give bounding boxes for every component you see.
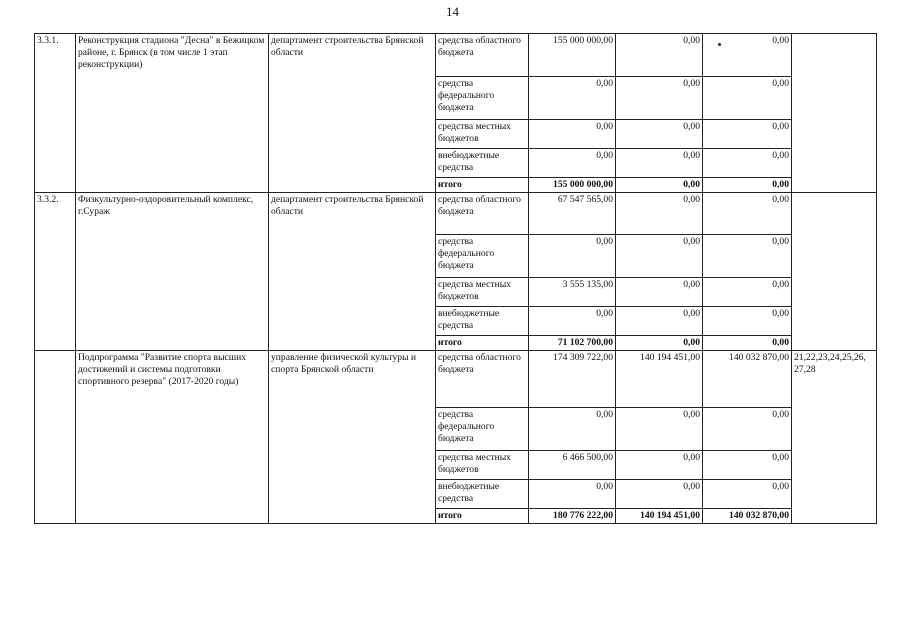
amount-year-1: 6 466 500,00: [529, 451, 616, 480]
measure-code: 3.3.1.: [35, 34, 76, 193]
indicator-refs: 21,22,23,24,25,26, 27,28: [792, 351, 877, 524]
funding-source: внебюджетные средства: [436, 307, 529, 336]
funding-source: средства местных бюджетов: [436, 120, 529, 149]
amount-year-1: 0,00: [529, 408, 616, 451]
funding-source: средства местных бюджетов: [436, 451, 529, 480]
amount-year-2: 0,00: [616, 34, 703, 77]
amount-year-1: 174 309 722,00: [529, 351, 616, 408]
amount-year-3: 0,00: [703, 149, 792, 178]
funding-source: средства местных бюджетов: [436, 278, 529, 307]
page-number: 14: [446, 4, 459, 19]
measure-name: Реконструкция стадиона "Десна" в Бежицком районе, г. Брянск (в том числе 1 этап реконструкции): [76, 34, 269, 193]
amount-year-3: 0,00: [703, 77, 792, 120]
total-year-2: 140 194 451,00: [616, 509, 703, 524]
funding-source: средства областного бюджета: [436, 193, 529, 235]
total-year-3: 140 032 870,00: [703, 509, 792, 524]
amount-year-3: 0,00: [703, 120, 792, 149]
amount-year-3: 0,00: [703, 34, 792, 77]
total-year-1: 155 000 000,00: [529, 178, 616, 193]
amount-year-1: 67 547 565,00: [529, 193, 616, 235]
measure-name: Физкультурно-оздоровительный комплекс, г.Сураж: [76, 193, 269, 351]
funding-source: средства областного бюджета: [436, 34, 529, 77]
measure-name: Подпрограмма "Развитие спорта высших достижений и системы подготовки спортивного резерва" (2017-2020 годы): [76, 351, 269, 524]
amount-year-2: 0,00: [616, 77, 703, 120]
amount-year-2: 0,00: [616, 235, 703, 278]
amount-year-2: 0,00: [616, 278, 703, 307]
amount-year-1: 0,00: [529, 149, 616, 178]
amount-year-3: 0,00: [703, 235, 792, 278]
amount-year-2: 0,00: [616, 149, 703, 178]
total-year-2: 0,00: [616, 178, 703, 193]
funding-source-total: итого: [436, 178, 529, 193]
funding-source: средства областного бюджета: [436, 351, 529, 408]
total-year-3: 0,00: [703, 336, 792, 351]
indicator-refs: [792, 34, 877, 193]
funding-source: средства федерального бюджета: [436, 235, 529, 278]
amount-year-2: 0,00: [616, 408, 703, 451]
amount-year-2: 0,00: [616, 451, 703, 480]
measure-executor: департамент строительства Брянской области: [269, 193, 436, 351]
indicator-refs: [792, 193, 877, 351]
amount-year-3: 140 032 870,00: [703, 351, 792, 408]
total-year-2: 0,00: [616, 336, 703, 351]
amount-year-2: 0,00: [616, 120, 703, 149]
amount-year-3: 0,00: [703, 451, 792, 480]
amount-year-1: 0,00: [529, 120, 616, 149]
budget-table: [34, 33, 877, 524]
funding-source: средства федерального бюджета: [436, 408, 529, 451]
amount-year-1: 0,00: [529, 480, 616, 509]
amount-year-1: 0,00: [529, 77, 616, 120]
total-year-1: 180 776 222,00: [529, 509, 616, 524]
measure-code: 3.3.2.: [35, 193, 76, 351]
measure-code: [35, 351, 76, 524]
total-year-3: 0,00: [703, 178, 792, 193]
amount-year-3: 0,00: [703, 408, 792, 451]
amount-year-2: 140 194 451,00: [616, 351, 703, 408]
amount-year-1: 0,00: [529, 235, 616, 278]
amount-year-2: 0,00: [616, 307, 703, 336]
amount-year-2: 0,00: [616, 480, 703, 509]
funding-source: внебюджетные средства: [436, 480, 529, 509]
funding-source: средства федерального бюджета: [436, 77, 529, 120]
funding-source-total: итого: [436, 509, 529, 524]
amount-year-3: 0,00: [703, 193, 792, 235]
scan-speck: [718, 43, 721, 46]
total-year-1: 71 102 700,00: [529, 336, 616, 351]
table-row: [35, 193, 877, 235]
funding-source-total: итого: [436, 336, 529, 351]
table-row: [35, 351, 877, 408]
amount-year-2: 0,00: [616, 193, 703, 235]
amount-year-3: 0,00: [703, 480, 792, 509]
measure-executor: департамент строительства Брянской области: [269, 34, 436, 193]
table-body: [35, 34, 877, 524]
measure-executor: управление физической культуры и спорта Брянской области: [269, 351, 436, 524]
amount-year-1: 155 000 000,00: [529, 34, 616, 77]
table-row: [35, 34, 877, 77]
amount-year-3: 0,00: [703, 278, 792, 307]
amount-year-3: 0,00: [703, 307, 792, 336]
amount-year-1: 3 555 135,00: [529, 278, 616, 307]
funding-source: внебюджетные средства: [436, 149, 529, 178]
amount-year-1: 0,00: [529, 307, 616, 336]
